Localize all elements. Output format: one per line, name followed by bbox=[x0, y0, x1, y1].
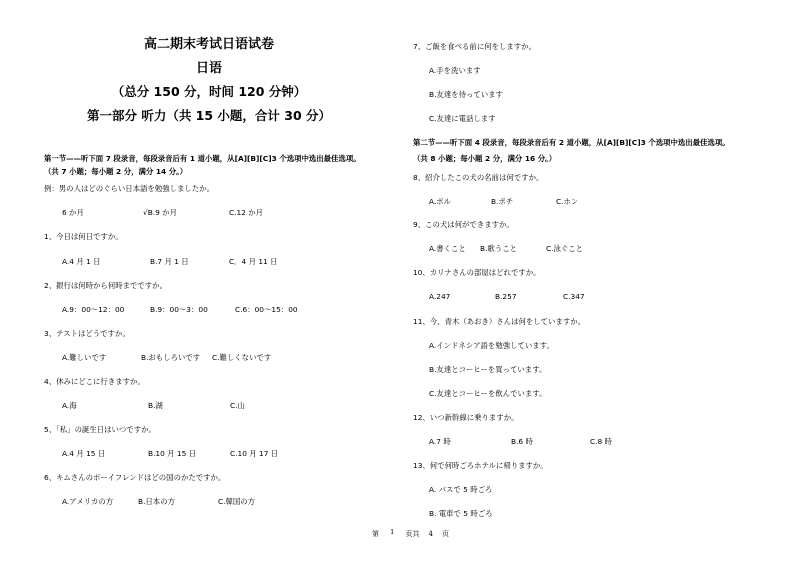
question-6-option-a: A.アメリカの方 bbox=[62, 497, 114, 506]
question-7: 7、ご飯を食べる前に何をしますか。 bbox=[413, 42, 536, 51]
question-3: 3、テストはどうですか。 bbox=[44, 329, 130, 338]
question-5-option-b: B.10 月 15 日 bbox=[148, 449, 197, 458]
question-2-option-c: C.6：00～15：00 bbox=[235, 305, 298, 314]
example-option-b: √B.9 か月 bbox=[143, 208, 177, 217]
question-13-option-b: B. 電車で 5 時ごろ bbox=[429, 509, 493, 518]
question-4: 4、休みにどこに行きますか。 bbox=[44, 377, 145, 386]
question-10-option-a: A.247 bbox=[429, 292, 451, 301]
question-9: 9、この犬は何ができますか。 bbox=[413, 220, 514, 229]
page-footer bbox=[372, 528, 449, 538]
question-1-option-a: A.4 月 1 日 bbox=[62, 257, 101, 266]
question-10: 10、カリナさんの部屋はどれですか。 bbox=[413, 268, 541, 277]
question-13: 13、何で何時ごろホテルに帰りますか。 bbox=[413, 461, 548, 470]
question-11-option-a: A.インドネシア語を勉強しています。 bbox=[429, 341, 554, 350]
question-8-option-a: A.ポル bbox=[429, 197, 452, 206]
question-12-option-a: A.7 時 bbox=[429, 437, 451, 446]
question-1: 1、今日は何日ですか。 bbox=[44, 232, 123, 241]
question-1-option-b: B.7 月 1 日 bbox=[150, 257, 189, 266]
question-3-option-a: A.難しいです bbox=[62, 353, 107, 362]
exam-subject: 日语 bbox=[195, 61, 222, 76]
current-page-number: 1 bbox=[390, 528, 395, 536]
exam-title: 高二期末考试日语试卷 bbox=[143, 37, 274, 52]
question-9-option-a: A.書くこと bbox=[429, 244, 466, 253]
example-question: 例：男の人はどのぐらい日本語を勉強しましたか。 bbox=[44, 184, 214, 193]
question-6: 6、キムさんのボーイフレンドはどの国のかたですか。 bbox=[44, 473, 226, 482]
question-9-option-c: C.泳ぐこと bbox=[546, 244, 584, 253]
question-12-option-c: C.8 時 bbox=[590, 437, 612, 446]
question-9-option-b: B.歌うこと bbox=[480, 244, 517, 253]
question-11: 11、今、青木（あおき）さんは何をしていますか。 bbox=[413, 317, 586, 326]
exam-info: （总分 150 分，时间 120 分钟） bbox=[111, 84, 307, 99]
question-10-option-c: C.347 bbox=[563, 292, 585, 301]
question-5: 5、「私」の誕生日はいつですか。 bbox=[44, 425, 156, 434]
question-4-option-a: A.海 bbox=[62, 401, 77, 410]
question-4-option-c: C.山 bbox=[230, 401, 245, 410]
question-13-option-a: A. バスで 5 時ごろ bbox=[429, 485, 493, 494]
question-4-option-b: B.湖 bbox=[148, 401, 163, 410]
question-12-option-b: B.6 時 bbox=[511, 437, 533, 446]
footer-suffix: 页 bbox=[441, 530, 449, 538]
question-6-option-b: B.日本の方 bbox=[138, 497, 175, 506]
question-2-option-b: B.9：00～3：00 bbox=[150, 305, 208, 314]
question-12: 12、いつ新幹線に乗りますか。 bbox=[413, 413, 519, 422]
example-option-a: 6 か月 bbox=[62, 208, 84, 217]
question-2: 2、銀行は何時から何時までですか。 bbox=[44, 281, 167, 290]
example-option-c: C.12 か月 bbox=[229, 208, 264, 217]
question-5-option-a: A.4 月 15 日 bbox=[62, 449, 106, 458]
part-heading: 第一部分 听力（共 15 小题，合计 30 分） bbox=[86, 108, 332, 123]
question-10-option-b: B.257 bbox=[495, 292, 517, 301]
section1-instruction: 第一节——听下面 7 段录音，每段录音后有 1 道小题，从[A][B][C]3 个选项中选出最佳选项。 bbox=[44, 154, 361, 163]
question-3-option-b: B.おもしろいです bbox=[141, 353, 201, 362]
question-8: 8、紹介したこの犬の名前は何ですか。 bbox=[413, 173, 544, 182]
question-3-option-c: C.難しくないです bbox=[212, 353, 272, 362]
question-8-option-c: C.ホン bbox=[556, 197, 579, 206]
section2-instruction: 第二节——听下面 4 段录音，每段录音后有 2 道小题，从[A][B][C]3 个选项中选出最佳选项。 bbox=[413, 138, 730, 147]
section1-scoring: （共 7 小题；每小题 2 分，满分 14 分。） bbox=[44, 167, 188, 176]
footer-prefix: 第 bbox=[372, 530, 379, 538]
question-5-option-c: C.10 月 17 日 bbox=[230, 449, 279, 458]
total-page-count: 4 bbox=[428, 530, 433, 538]
question-2-option-a: A.9：00～12：00 bbox=[62, 305, 125, 314]
question-6-option-c: C.韓国の方 bbox=[218, 497, 256, 506]
question-7-option-c: C.友達に電話します bbox=[429, 114, 496, 123]
footer-mid: 页共 bbox=[405, 530, 420, 538]
section2-scoring: （共 8 小题；每小题 2 分，满分 16 分。） bbox=[413, 154, 557, 163]
question-7-option-b: B.友達を待っています bbox=[429, 90, 503, 99]
question-1-option-c: C．4 月 11 日 bbox=[229, 257, 278, 266]
question-8-option-b: B.ポチ bbox=[491, 197, 514, 206]
question-11-option-c: C.友達とコーヒーを飲んでいます。 bbox=[429, 389, 547, 398]
question-7-option-a: A.手を洗います bbox=[429, 66, 481, 75]
question-11-option-b: B.友達とコーヒーを買っています。 bbox=[429, 365, 547, 374]
